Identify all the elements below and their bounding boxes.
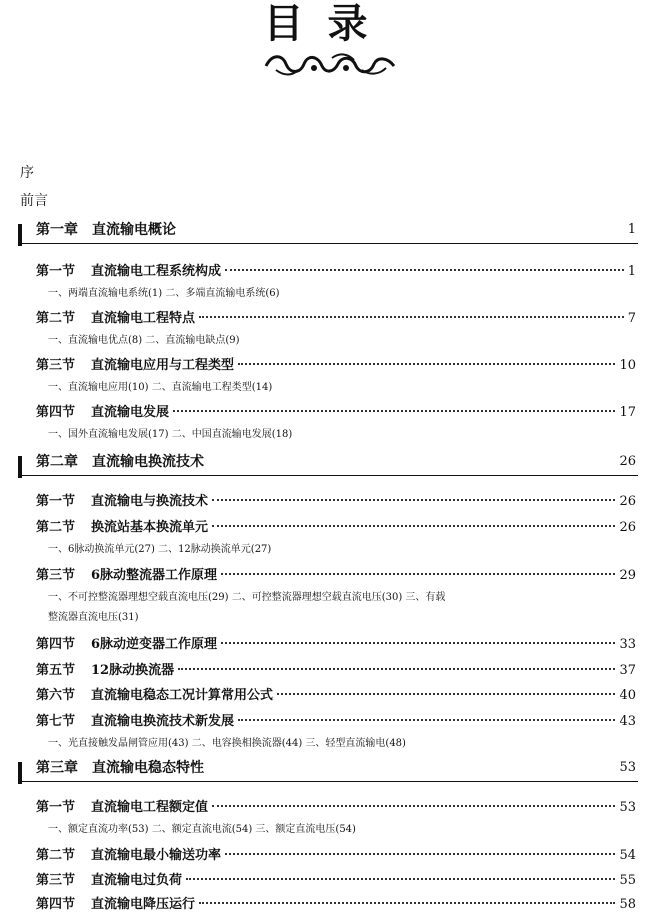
section-page: 29 [619, 568, 636, 583]
toc-subitems: 一、直流输电优点(8) 二、直流输电缺点(9) [48, 335, 240, 346]
toc-section[interactable] [36, 490, 636, 510]
section-page: 40 [619, 688, 636, 703]
section-page: 26 [619, 494, 636, 509]
section-title: 直流输电降压运行 [91, 897, 196, 912]
section-number: 第二节 [36, 848, 76, 863]
section-page: 33 [619, 637, 636, 652]
section-title: 换流站基本换流单元 [91, 520, 209, 535]
section-page: 26 [619, 520, 636, 535]
chapter-page: 1 [627, 222, 636, 237]
leader-dots [212, 525, 615, 527]
section-number: 第一节 [36, 264, 76, 279]
section-page: 7 [627, 311, 636, 326]
toc-section[interactable] [36, 307, 636, 327]
page-title: 目录 [263, 1, 392, 47]
toc-section[interactable] [36, 564, 636, 584]
section-title: 直流输电工程系统构成 [91, 264, 222, 279]
leader-dots [238, 719, 615, 721]
section-title: 直流输电工程特点 [91, 311, 196, 326]
section-number: 第三节 [36, 568, 76, 583]
section-page: 53 [619, 800, 636, 815]
toc-section[interactable] [36, 354, 636, 374]
toc-section[interactable] [36, 401, 636, 421]
section-title: 直流输电换流技术新发展 [91, 714, 235, 729]
chapter-rule [22, 475, 638, 476]
section-title: 直流输电过负荷 [91, 873, 183, 888]
leader-dots [178, 668, 615, 670]
section-title: 直流输电与换流技术 [91, 494, 209, 509]
toc-section[interactable] [36, 796, 636, 816]
chapter-heading[interactable] [18, 452, 638, 478]
section-number: 第七节 [36, 714, 76, 729]
section-number: 第三节 [36, 873, 76, 888]
toc-section[interactable] [36, 659, 636, 679]
section-page: 10 [619, 358, 636, 373]
toc-subitems: 一、光直接触发晶闸管应用(43) 二、电容换相换流器(44) 三、轻型直流输电(48) [48, 738, 406, 749]
toc-section[interactable] [36, 710, 636, 730]
leader-dots [221, 573, 615, 575]
chapter-rule [22, 781, 638, 782]
toc-section[interactable] [36, 893, 636, 913]
section-page: 1 [627, 264, 636, 279]
leader-dots [173, 410, 615, 412]
toc-subitems: 一、两端直流输电系统(1) 二、多端直流输电系统(6) [48, 288, 280, 299]
leader-dots [225, 269, 624, 271]
leader-dots [212, 805, 615, 807]
section-page: 54 [619, 848, 636, 863]
chapter-rule [22, 243, 638, 244]
chapter-number: 第二章 [36, 454, 78, 470]
toc-section[interactable] [36, 516, 636, 536]
preface-item[interactable]: 前言 [20, 193, 48, 209]
leader-dots [238, 363, 615, 365]
leader-dots [186, 878, 615, 880]
chapter-page: 53 [619, 760, 636, 775]
leader-dots [199, 316, 624, 318]
section-number: 第二节 [36, 520, 76, 535]
section-title: 直流输电最小输送功率 [91, 848, 222, 863]
chapter-heading[interactable] [18, 758, 638, 784]
section-title: 12脉动换流器 [91, 663, 175, 678]
section-page: 58 [619, 897, 636, 912]
toc-section[interactable] [36, 633, 636, 653]
section-page: 37 [619, 663, 636, 678]
chapter-page: 26 [619, 454, 636, 469]
section-title: 6脉动逆变器工作原理 [91, 637, 218, 652]
section-number: 第四节 [36, 637, 76, 652]
leader-dots [212, 499, 615, 501]
section-title: 直流输电发展 [91, 405, 170, 420]
section-number: 第二节 [36, 311, 76, 326]
section-number: 第一节 [36, 494, 76, 509]
section-page: 43 [619, 714, 636, 729]
toc-subitems: 一、额定直流功率(53) 二、额定直流电流(54) 三、额定直流电压(54) [48, 824, 356, 835]
section-title: 直流输电工程额定值 [91, 800, 209, 815]
section-title: 直流输电稳态工况计算常用公式 [91, 688, 274, 703]
section-number: 第四节 [36, 897, 76, 912]
section-number: 第六节 [36, 688, 76, 703]
toc-section[interactable] [36, 844, 636, 864]
toc-section[interactable] [36, 260, 636, 280]
toc-subitems: 一、不可控整流器理想空载直流电压(29) 二、可控整流器理想空载直流电压(30) 三、有载 [48, 592, 446, 603]
chapter-title: 直流输电概论 [92, 222, 176, 238]
section-number: 第一节 [36, 800, 76, 815]
leader-dots [199, 902, 615, 904]
leader-dots [225, 853, 615, 855]
toc-subitems: 整流器直流电压(31) [48, 612, 139, 623]
toc-section[interactable] [36, 869, 636, 889]
preface-item[interactable]: 序 [20, 165, 34, 181]
chapter-number: 第三章 [36, 760, 78, 776]
section-page: 17 [619, 405, 636, 420]
ornament-icon [262, 52, 398, 78]
toc-subitems: 一、直流输电应用(10) 二、直流输电工程类型(14) [48, 382, 273, 393]
leader-dots [221, 642, 615, 644]
toc-subitems: 一、6脉动换流单元(27) 二、12脉动换流单元(27) [48, 544, 272, 555]
leader-dots [277, 693, 615, 695]
toc-section[interactable] [36, 684, 636, 704]
section-number: 第五节 [36, 663, 76, 678]
chapter-title: 直流输电稳态特性 [92, 760, 204, 776]
chapter-heading[interactable] [18, 220, 638, 246]
section-title: 6脉动整流器工作原理 [91, 568, 218, 583]
chapter-title: 直流输电换流技术 [92, 454, 204, 470]
section-number: 第三节 [36, 358, 76, 373]
section-number: 第四节 [36, 405, 76, 420]
section-page: 55 [619, 873, 636, 888]
chapter-number: 第一章 [36, 222, 78, 238]
toc-subitems: 一、国外直流输电发展(17) 二、中国直流输电发展(18) [48, 429, 293, 440]
section-title: 直流输电应用与工程类型 [91, 358, 235, 373]
